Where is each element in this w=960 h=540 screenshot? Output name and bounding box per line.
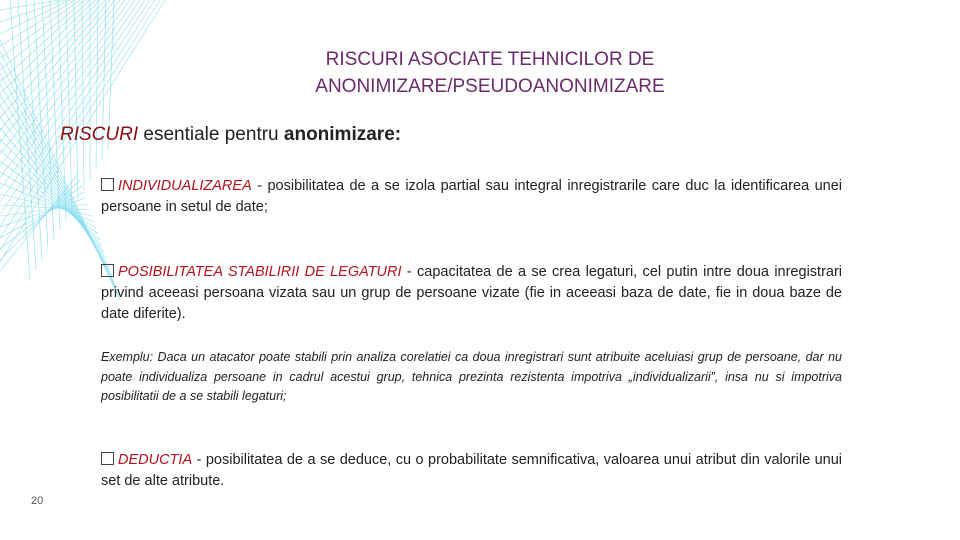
slide-number: 20 bbox=[31, 495, 44, 507]
decorative-wireframe-graphic bbox=[0, 0, 170, 300]
subtitle-risk-word: RISCURI bbox=[60, 124, 139, 145]
checkbox-bullet-icon bbox=[101, 264, 114, 277]
slide-subtitle bbox=[60, 124, 401, 146]
risk-item-text: - posibilitatea de a se izola partial sau integral inregistrarile care duc la identificarea unei persoane in setul de date; bbox=[101, 178, 842, 215]
risk-item-keyword: DEDUCTIA bbox=[118, 452, 193, 468]
checkbox-bullet-icon bbox=[101, 452, 114, 465]
risk-item-inference bbox=[101, 450, 842, 492]
slide-title-line-1: RISCURI ASOCIATE TEHNICILOR DE bbox=[325, 49, 655, 70]
example-note: Exemplu: Daca un atacator poate stabili prin analiza corelatiei ca doua inregistrari sunt atribuite aceluiasi grup de persoane, dar nu poate individualiza persoane in cadrul acestui grup, tehnica prezinta rezistenta impotriva „individualizarii”, insa nu si impotriva posibilitatii de a se stabili legaturi; bbox=[101, 350, 842, 403]
slide-title-line-2: ANONIMIZARE/PSEUDOANONIMIZARE bbox=[315, 76, 665, 97]
risk-item-text: - capacitatea de a se crea legaturi, cel putin intre doua inregistrari privind aceeasi persoana vizata sau un grup de persoane vizate (fie in aceeasi baza de date, fie in doua baze de date diferite). bbox=[101, 264, 843, 322]
risk-item-text: - posibilitatea de a se deduce, cu o probabilitate semnificativa, valoarea unui atribut din valorile unui set de alte atribute. bbox=[101, 452, 842, 489]
risk-item-linkability bbox=[101, 262, 842, 325]
risk-item-keyword: INDIVIDUALIZAREA bbox=[118, 178, 252, 194]
slide-title bbox=[230, 46, 750, 100]
risk-item-individualization bbox=[101, 176, 842, 218]
subtitle-text: esentiale pentru bbox=[138, 124, 284, 145]
risk-item-keyword: POSIBILITATEA STABILIRII DE LEGATURI bbox=[118, 264, 402, 280]
checkbox-bullet-icon bbox=[101, 178, 114, 191]
subtitle-bold-word: anonimizare: bbox=[283, 124, 402, 145]
